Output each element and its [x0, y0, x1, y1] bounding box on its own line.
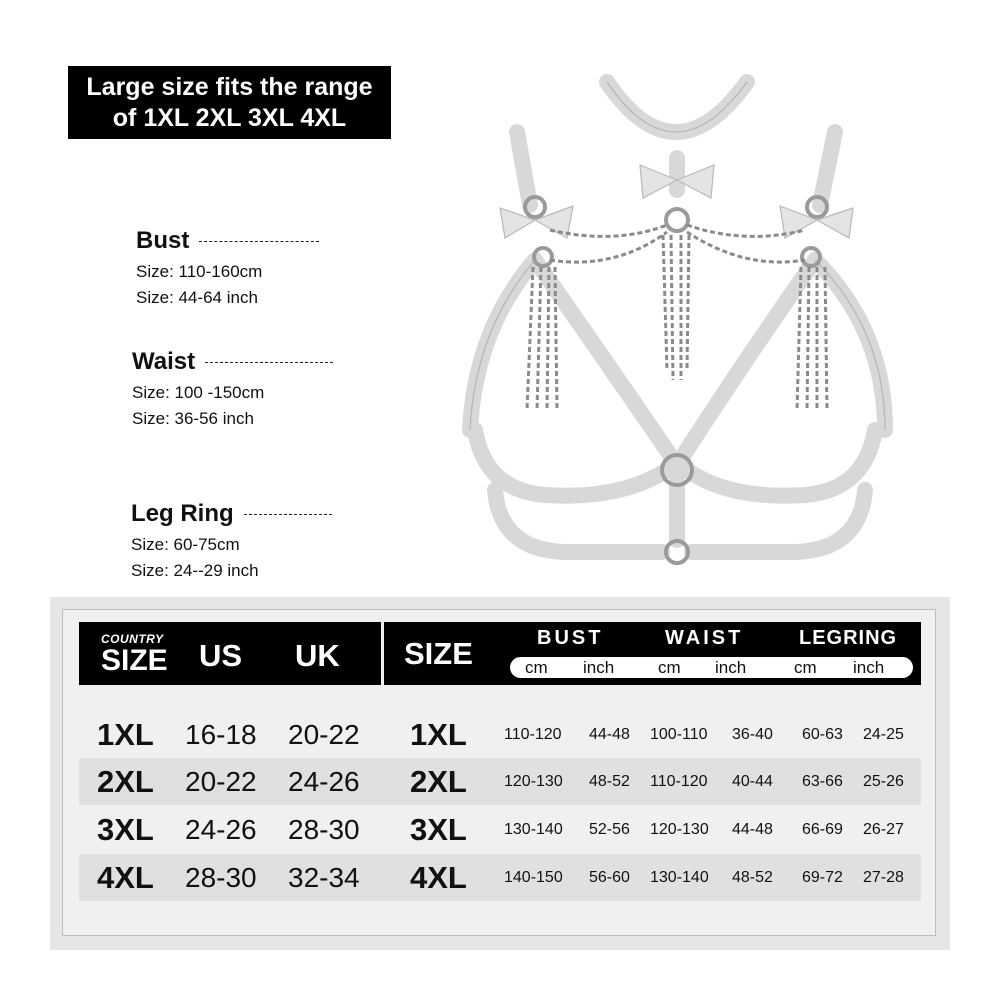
row-us: 16-18 — [185, 719, 257, 750]
table-row — [79, 806, 921, 853]
row-waist-cm: 130-140 — [650, 869, 709, 886]
row-us: 28-30 — [185, 862, 257, 893]
row-us: 20-22 — [185, 766, 257, 797]
row-leg-cm: 69-72 — [802, 869, 843, 886]
row-leg-cm: 60-63 — [802, 726, 843, 743]
header-size: SIZE — [101, 644, 168, 677]
waist-size-cm: Size: 100 -150cm — [132, 383, 265, 402]
row-size: 4XL — [97, 860, 154, 895]
unit-bust-inch: inch — [583, 658, 615, 677]
row-waist-cm: 120-130 — [650, 821, 709, 838]
row-size-2: 4XL — [410, 860, 467, 895]
row-waist-inch: 44-48 — [732, 821, 773, 838]
row-size: 3XL — [97, 812, 154, 847]
row-leg-cm: 63-66 — [802, 773, 843, 790]
waist-size-inch: Size: 36-56 inch — [132, 409, 254, 428]
bust-size-cm: Size: 110-160cm — [136, 262, 263, 281]
row-waist-inch: 40-44 — [732, 773, 773, 790]
country-size-header — [79, 622, 381, 685]
table-row — [79, 854, 921, 901]
size-range-banner — [68, 66, 391, 139]
row-size: 1XL — [97, 717, 154, 752]
banner-line-1: Large size fits the range — [86, 72, 373, 101]
legring-measurement — [131, 500, 332, 584]
row-bust-cm: 130-140 — [504, 821, 563, 838]
row-waist-inch: 48-52 — [732, 869, 773, 886]
row-uk: 24-26 — [288, 766, 360, 797]
waist-title: Waist — [132, 348, 196, 375]
unit-waist-inch: inch — [715, 658, 747, 677]
row-uk: 32-34 — [288, 862, 360, 893]
legring-size-cm: Size: 60-75cm — [131, 535, 240, 554]
row-leg-inch: 24-25 — [863, 726, 904, 743]
harness-product-icon — [455, 70, 905, 590]
unit-leg-cm: cm — [794, 658, 817, 677]
row-bust-cm: 110-120 — [504, 726, 562, 743]
unit-bust-cm: cm — [525, 658, 548, 677]
row-bust-cm: 120-130 — [504, 773, 563, 790]
row-size: 2XL — [97, 764, 154, 799]
row-bust-inch: 52-56 — [589, 821, 630, 838]
row-size-2: 3XL — [410, 812, 467, 847]
row-uk: 28-30 — [288, 814, 360, 845]
row-leg-inch: 25-26 — [863, 773, 904, 790]
row-bust-inch: 56-60 — [589, 869, 630, 886]
bust-size-inch: Size: 44-64 inch — [136, 288, 258, 307]
header-legring: LEGRING — [799, 627, 898, 649]
row-bust-cm: 140-150 — [504, 869, 563, 886]
header-bust: BUST — [537, 627, 604, 649]
row-leg-cm: 66-69 — [802, 821, 843, 838]
header-size-2: SIZE — [404, 636, 473, 671]
banner-line-2: of 1XL 2XL 3XL 4XL — [112, 103, 347, 132]
header-waist: WAIST — [665, 627, 744, 649]
legring-title: Leg Ring — [131, 500, 234, 527]
unit-waist-cm: cm — [658, 658, 681, 677]
row-waist-inch: 36-40 — [732, 726, 773, 743]
bust-title: Bust — [136, 227, 190, 254]
bust-leader-line — [199, 241, 319, 242]
measurement-header — [384, 622, 921, 685]
row-leg-inch: 26-27 — [863, 821, 904, 838]
row-bust-inch: 44-48 — [589, 726, 630, 743]
header-country: COUNTRY — [101, 632, 164, 646]
row-size-2: 1XL — [410, 717, 467, 752]
waist-measurement — [132, 348, 333, 432]
row-bust-inch: 48-52 — [589, 773, 630, 790]
row-waist-cm: 110-120 — [650, 773, 708, 790]
bust-measurement — [136, 227, 319, 311]
row-leg-inch: 27-28 — [863, 869, 904, 886]
waist-leader-line — [205, 362, 333, 363]
legring-leader-line — [244, 514, 332, 515]
row-us: 24-26 — [185, 814, 257, 845]
unit-leg-inch: inch — [853, 658, 885, 677]
row-uk: 20-22 — [288, 719, 360, 750]
legring-size-inch: Size: 24--29 inch — [131, 561, 259, 580]
row-size-2: 2XL — [410, 764, 467, 799]
table-row — [79, 711, 921, 758]
header-us: US — [199, 638, 243, 673]
table-row — [79, 758, 921, 805]
row-waist-cm: 100-110 — [650, 726, 708, 743]
header-uk: UK — [295, 638, 340, 673]
